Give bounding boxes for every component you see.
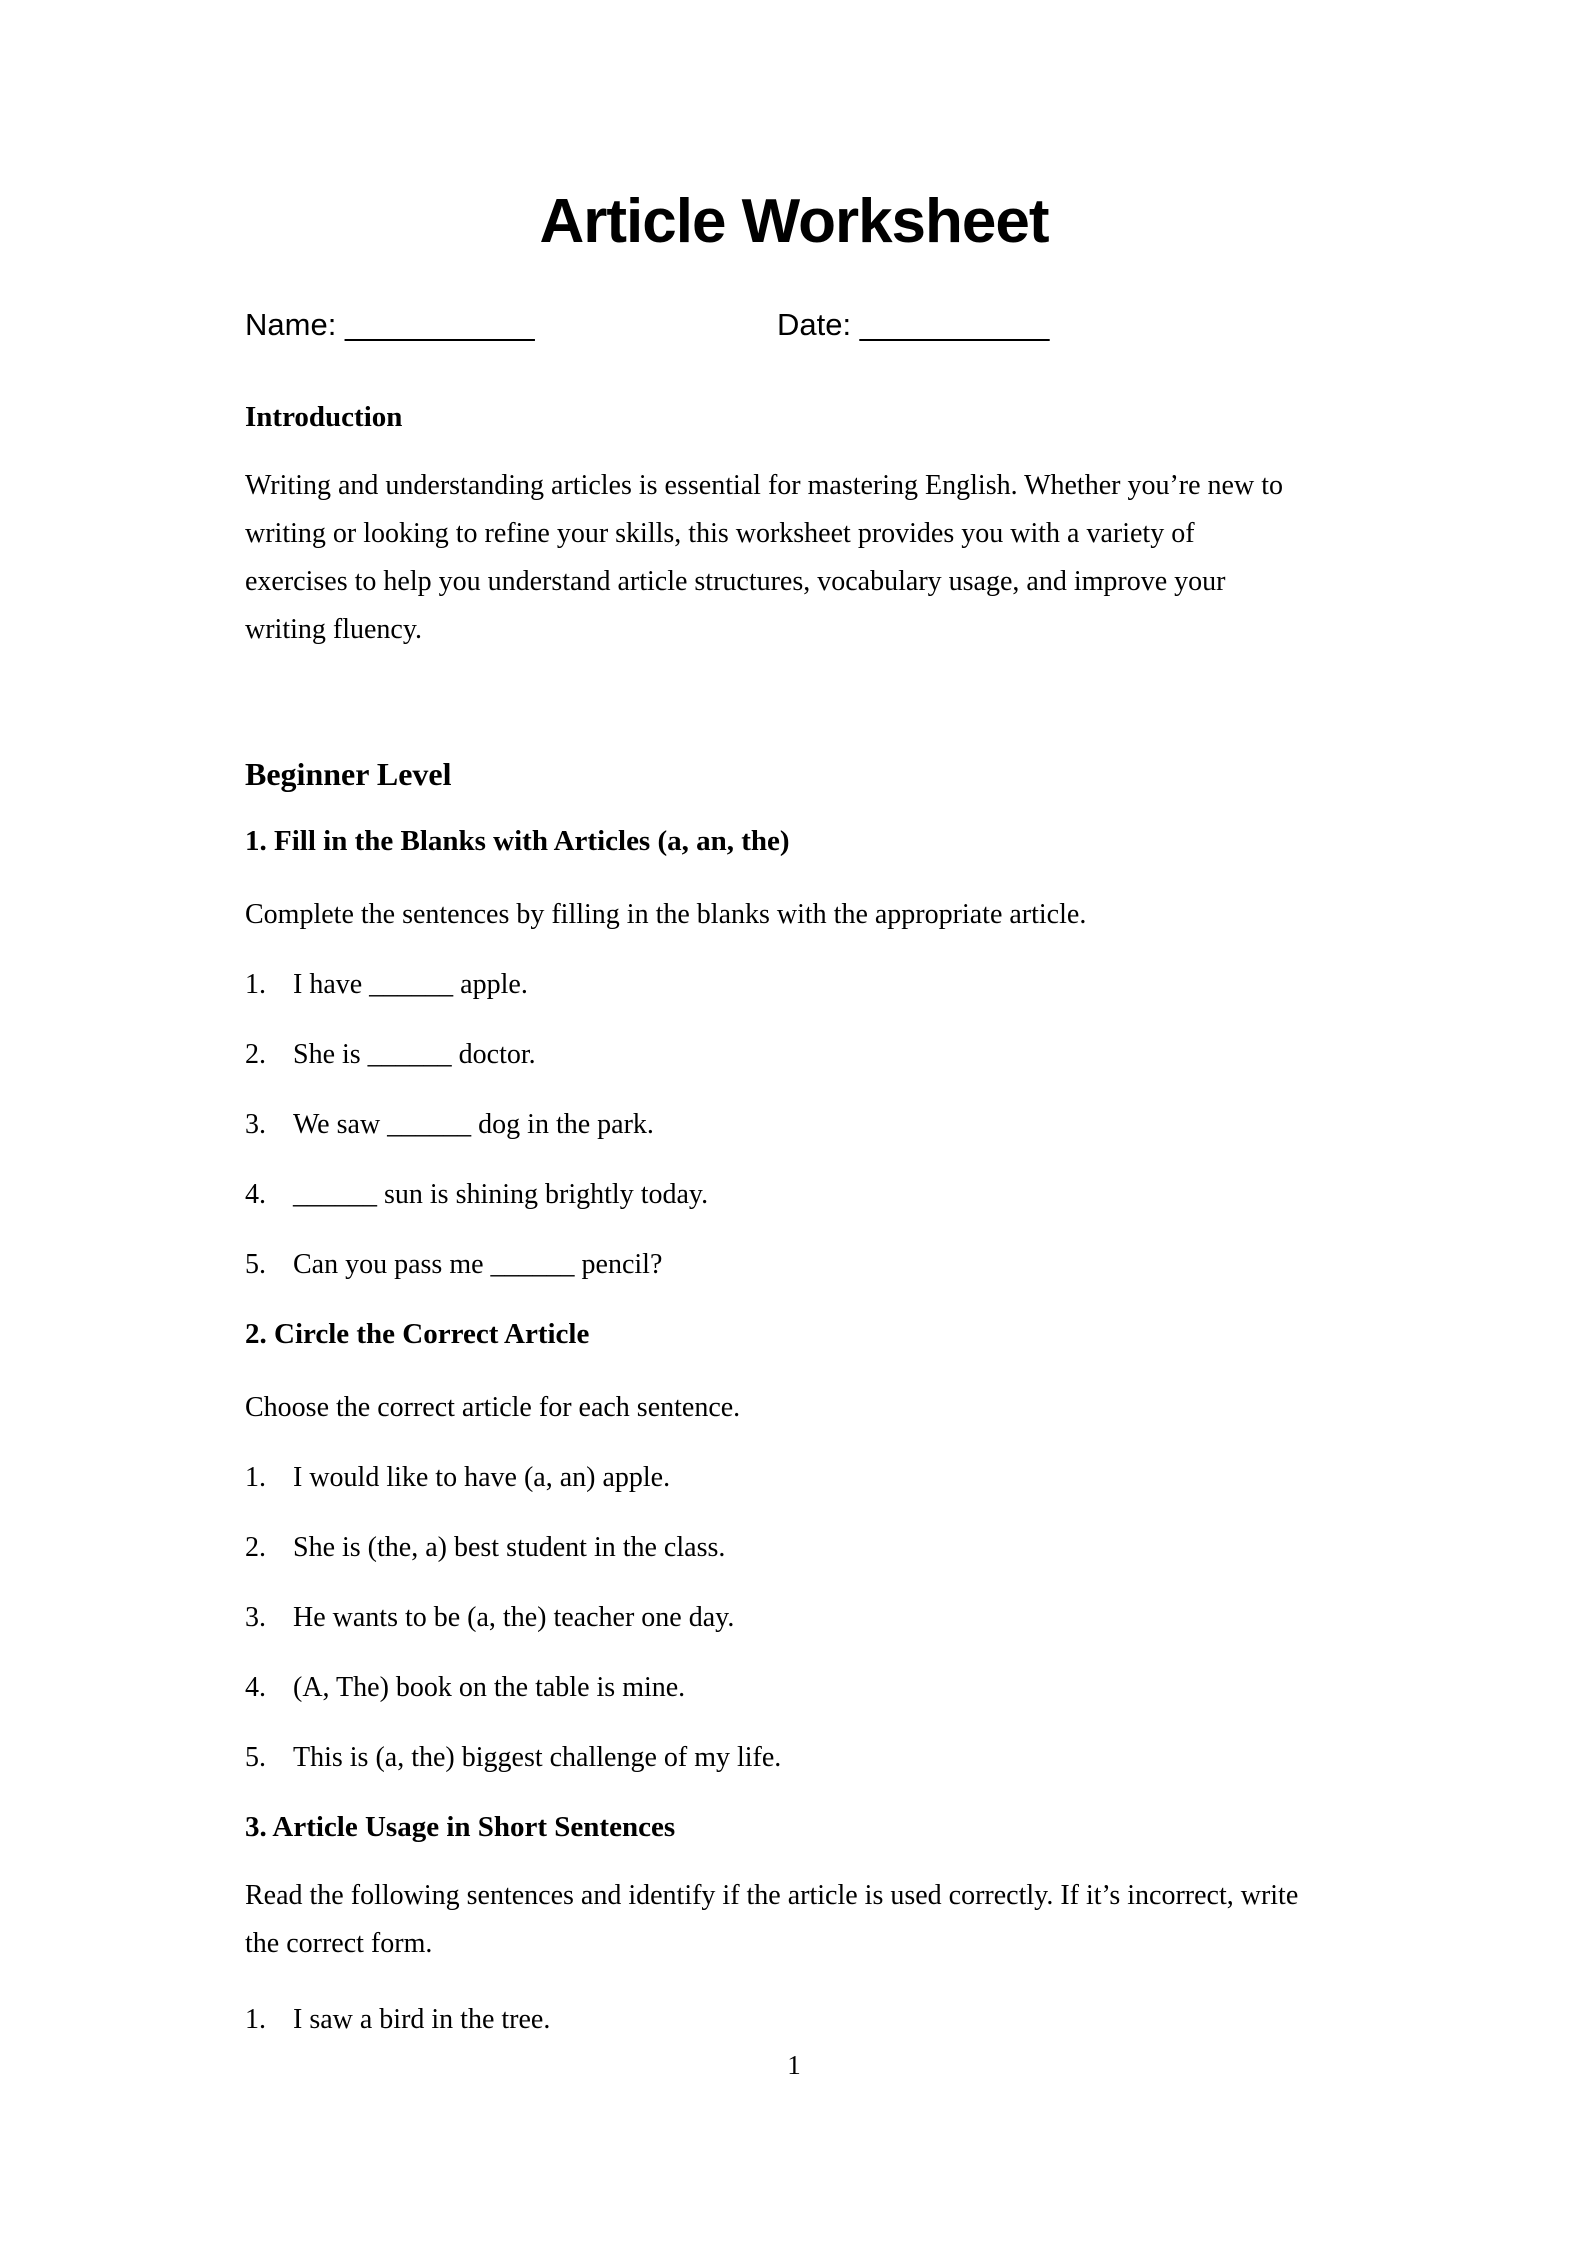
list-item bbox=[245, 1459, 1343, 1496]
item-text: ______ sun is shining brightly today. bbox=[293, 1179, 709, 1210]
item-text: (A, The) book on the table is mine. bbox=[293, 1672, 686, 1703]
section-2-heading: 2. Circle the Correct Article bbox=[245, 1318, 590, 1350]
introduction-line: Writing and understanding articles is essential for mastering English. Whether you’re new to bbox=[245, 470, 1283, 501]
item-text: I have ______ apple. bbox=[293, 969, 528, 1000]
list-item bbox=[245, 2001, 1343, 2038]
list-item bbox=[245, 1739, 1343, 1776]
item-number: 3. bbox=[245, 1602, 266, 1633]
list-item bbox=[245, 1106, 1343, 1143]
item-text: I would like to have (a, an) apple. bbox=[293, 1462, 671, 1493]
section-2-instruction: Choose the correct article for each sentence. bbox=[245, 1392, 741, 1423]
item-number: 4. bbox=[245, 1672, 266, 1703]
item-number: 5. bbox=[245, 1742, 266, 1773]
list-item bbox=[245, 1036, 1343, 1073]
name-label: Name: bbox=[245, 307, 337, 342]
item-number: 2. bbox=[245, 1532, 266, 1563]
item-number: 4. bbox=[245, 1179, 266, 1210]
date-label: Date: bbox=[777, 307, 852, 342]
item-text: He wants to be (a, the) teacher one day. bbox=[293, 1602, 735, 1633]
section-3-instruction bbox=[245, 1872, 1343, 1968]
item-text: Can you pass me ______ pencil? bbox=[293, 1249, 663, 1280]
item-text: She is (the, a) best student in the class. bbox=[293, 1532, 726, 1563]
page-title: Article Worksheet bbox=[539, 187, 1049, 256]
level-heading: Beginner Level bbox=[245, 756, 452, 792]
introduction-paragraph bbox=[245, 462, 1343, 654]
introduction-line: writing fluency. bbox=[245, 614, 423, 645]
item-number: 2. bbox=[245, 1039, 266, 1070]
item-text: She is ______ doctor. bbox=[293, 1039, 536, 1070]
list-item bbox=[245, 1669, 1343, 1706]
introduction-heading: Introduction bbox=[245, 401, 403, 433]
item-number: 1. bbox=[245, 1462, 266, 1493]
date-field bbox=[777, 305, 1049, 345]
list-item bbox=[245, 1246, 1343, 1283]
name-field bbox=[245, 305, 535, 345]
instruction-line: Read the following sentences and identify if the article is used correctly. If it’s incorrect, write bbox=[245, 1880, 1299, 1911]
section-1-instruction: Complete the sentences by filling in the blanks with the appropriate article. bbox=[245, 899, 1087, 930]
section-1-heading: 1. Fill in the Blanks with Articles (a, an, the) bbox=[245, 825, 790, 857]
list-item bbox=[245, 966, 1343, 1003]
item-number: 3. bbox=[245, 1109, 266, 1140]
item-text: This is (a, the) biggest challenge of my life. bbox=[293, 1742, 782, 1773]
section-3-heading: 3. Article Usage in Short Sentences bbox=[245, 1811, 676, 1843]
item-text: I saw a bird in the tree. bbox=[293, 2004, 551, 2035]
name-date-row bbox=[245, 305, 1343, 349]
content-area bbox=[0, 305, 1588, 2082]
date-blank: ___________ bbox=[859, 307, 1050, 342]
item-number: 1. bbox=[245, 969, 266, 1000]
item-number: 5. bbox=[245, 1249, 266, 1280]
name-blank: ___________ bbox=[344, 307, 535, 342]
list-item bbox=[245, 1599, 1343, 1636]
instruction-line: the correct form. bbox=[245, 1928, 433, 1959]
item-number: 1. bbox=[245, 2004, 266, 2035]
list-item bbox=[245, 1176, 1343, 1213]
list-item bbox=[245, 1529, 1343, 1566]
item-text: We saw ______ dog in the park. bbox=[293, 1109, 654, 1140]
introduction-line: writing or looking to refine your skills, this worksheet provides you with a variety of bbox=[245, 518, 1195, 549]
page-number: 1 bbox=[787, 2050, 801, 2080]
introduction-line: exercises to help you understand article structures, vocabulary usage, and improve your bbox=[245, 566, 1226, 597]
